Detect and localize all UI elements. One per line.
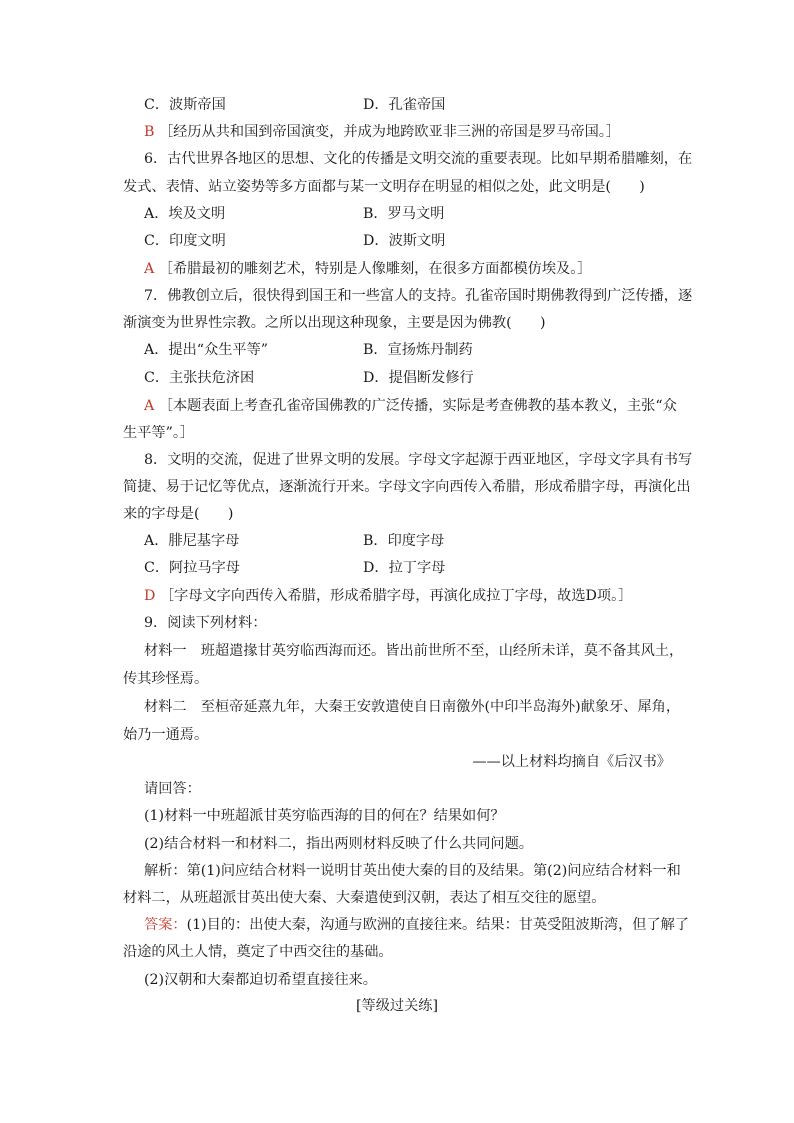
q7-stem-line-1: 7．佛教创立后，很快得到国王和一些富人的支持。孔雀帝国时期佛教得到广泛传播，逐 — [144, 288, 693, 304]
q8-answer-key: D — [144, 588, 156, 604]
q9-intro: 9．阅读下列材料： — [144, 615, 267, 631]
q8-answer — [144, 586, 632, 606]
q6-option-c: C．印度文明 — [144, 233, 226, 249]
q7-option-b: B．宣扬炼丹制药 — [363, 342, 473, 358]
q7-option-c: C．主张扶危济困 — [144, 370, 255, 386]
q9-subquestion-2: (2)结合材料一和材料二，指出两则材料反映了什么共同问题。 — [144, 836, 533, 852]
q9-material-2-line-1: 材料二 至桓帝延熹九年，大秦王安敦遣使自日南徼外(中印半岛海外)献象牙、犀角， — [144, 699, 681, 715]
q8-stem-line-2: 简捷、易于记忆等优点，逐渐流行开来。字母文字向西传入希腊，形成希腊字母，再演化出 — [123, 479, 691, 495]
q9-answer-line-1 — [144, 915, 690, 935]
q7-stem-line-2: 渐演变为世界性宗教。之所以出现这种现象，主要是因为佛教( ) — [123, 315, 546, 331]
q8-option-d: D．拉丁字母 — [363, 560, 446, 576]
q8-option-b: B．印度字母 — [363, 533, 445, 549]
q9-analysis-line-1: 解析：第(1)问应结合材料一说明甘英出使大秦的目的及结果。第(2)问应结合材料一和 — [144, 863, 681, 879]
q5-option-c: C．波斯帝国 — [144, 97, 226, 113]
q9-answer-line-3: (2)汉朝和大秦都迫切希望直接往来。 — [144, 972, 377, 988]
q9-ask: 请回答： — [144, 781, 201, 797]
q7-answer — [144, 396, 677, 416]
q6-option-d: D．波斯文明 — [363, 233, 446, 249]
q9-material-2-line-2: 始乃一通焉。 — [123, 727, 209, 743]
q8-stem-line-1: 8．文明的交流，促进了世界文明的发展。字母文字起源于西亚地区，字母文字具有书写 — [144, 452, 693, 468]
q8-stem-line-3: 来的字母是( ) — [123, 506, 234, 522]
q9-answer-line-2: 沿途的风土人情，奠定了中西交往的基础。 — [123, 944, 393, 960]
q6-stem-line-1: 6．古代世界各地区的思想、文化的传播是文明交流的重要表现。比如早期希腊雕刻，在 — [144, 151, 693, 167]
q7-answer-key: A — [144, 398, 155, 414]
q5-answer-key: B — [144, 124, 155, 140]
q9-subquestion-1: (1)材料一中班超派甘英穷临西海的目的何在？结果如何？ — [144, 808, 505, 824]
q9-answer-label: 答案： — [144, 917, 187, 933]
q7-option-d: D．提倡断发修行 — [363, 370, 474, 386]
q9-answer-text-1: (1)目的：出使大秦，沟通与欧洲的直接往来。结果：甘英受阻波斯湾，但了解了 — [186, 917, 690, 933]
q9-material-1-line-1: 材料一 班超遣掾甘英穷临西海而还。皆出前世所不至，山经所未详，莫不备其风土， — [144, 643, 684, 659]
q6-answer — [144, 259, 591, 279]
q6-option-a: A．埃及文明 — [144, 206, 226, 222]
q5-answer — [144, 122, 620, 142]
section-title: [等级过关练] — [355, 998, 438, 1014]
q9-source-citation: ——以上材料均摘自《后汉书》 — [472, 754, 671, 770]
q8-explanation: ［字母文字向西传入希腊，形成希腊字母，再演化成拉丁字母，故选D项。］ — [159, 588, 633, 604]
q6-answer-key: A — [144, 261, 155, 277]
q7-explanation-line-1: ［本题表面上考查孔雀帝国佛教的广泛传播，实际是考查佛教的基本教义，主张“众 — [158, 398, 677, 414]
q7-explanation-line-2: 生平等”。］ — [123, 425, 195, 441]
q8-option-a: A．腓尼基字母 — [144, 533, 240, 549]
q8-option-c: C．阿拉马字母 — [144, 560, 240, 576]
q6-option-b: B．罗马文明 — [363, 206, 445, 222]
q7-option-a: A．提出“众生平等” — [144, 342, 269, 358]
q9-material-1-line-2: 传其珍怪焉。 — [123, 671, 209, 687]
q5-option-d: D．孔雀帝国 — [363, 97, 446, 113]
q9-analysis-line-2: 材料二，从班超派甘英出使大秦、大秦遣使到汉朝，表达了相互交往的愿望。 — [123, 890, 606, 906]
q6-stem-line-2: 发式、表情、站立姿势等多方面都与某一文明存在明显的相似之处，此文明是( ) — [123, 179, 645, 195]
q6-explanation: ［希腊最初的雕刻艺术，特别是人像雕刻，在很多方面都模仿埃及。］ — [158, 261, 592, 277]
q5-explanation: ［经历从共和国到帝国演变，并成为地跨欧亚非三洲的帝国是罗马帝国。］ — [158, 124, 621, 140]
